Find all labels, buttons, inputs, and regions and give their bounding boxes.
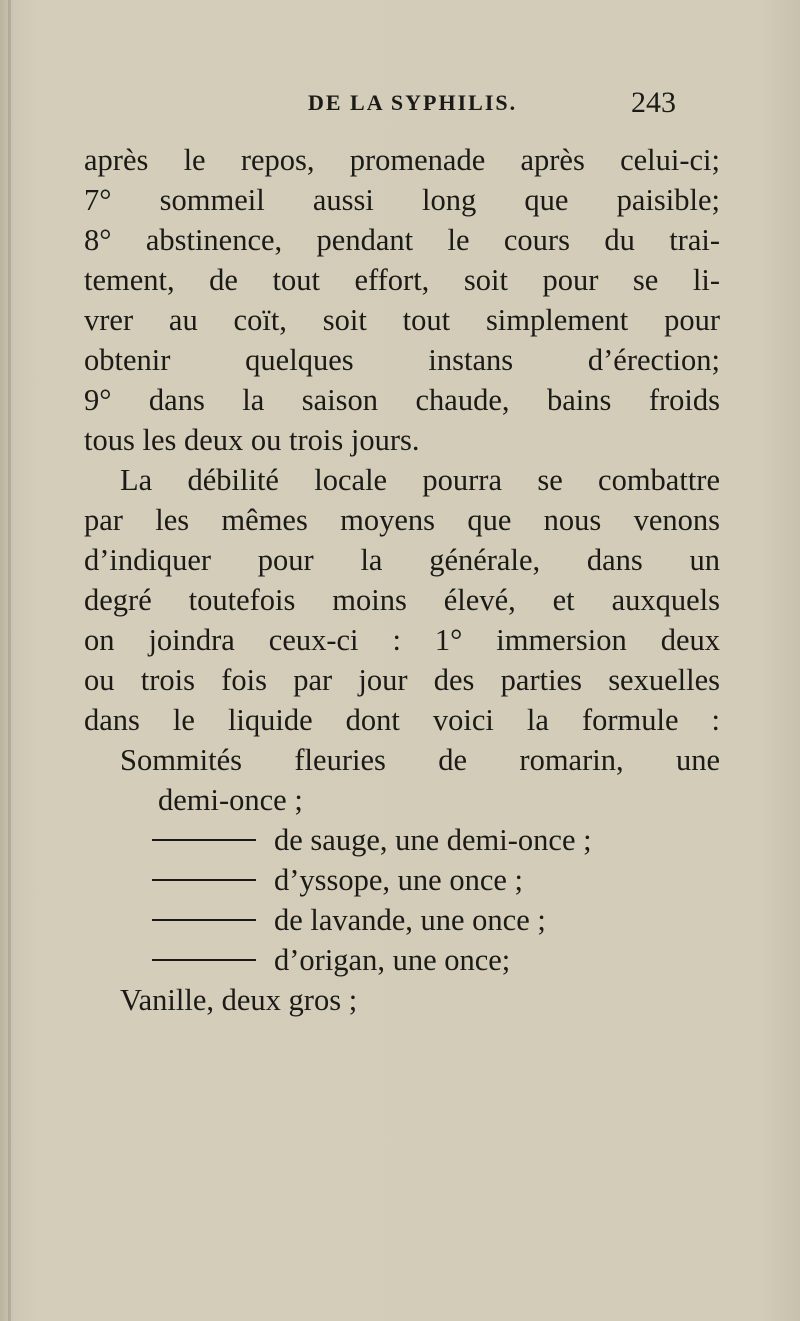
- recipe-item: [152, 820, 592, 860]
- ditto-dash: [152, 959, 256, 961]
- recipe-item-text: d’yssope, une once ;: [274, 863, 524, 897]
- recipe-item: [152, 860, 523, 900]
- page-gutter-shadow: [8, 0, 11, 1321]
- running-title: DE LA SYPHILIS.: [308, 90, 518, 115]
- text-line: 7° sommeil aussi long que paisible;: [84, 183, 720, 217]
- text-line: dans le liquide dont voici la formule :: [84, 703, 720, 737]
- ditto-dash: [152, 919, 256, 921]
- running-head: [0, 86, 800, 126]
- recipe-first-item: Sommités fleuries de romarin, une: [120, 743, 720, 777]
- recipe-item-text: d’origan, une once;: [274, 943, 511, 977]
- recipe-item-text: de sauge, une demi-once ;: [274, 823, 592, 857]
- recipe-last-item: Vanille, deux gros ;: [120, 983, 358, 1017]
- text-line: ou trois fois par jour des parties sexuelles: [84, 663, 720, 697]
- text-line: obtenir quelques instans d’érection;: [84, 343, 720, 377]
- text-line: après le repos, promenade après celui-ci;: [84, 143, 720, 177]
- text-line: 9° dans la saison chaude, bains froids: [84, 383, 720, 417]
- ditto-dash: [152, 879, 256, 881]
- recipe-item-text: de lavande, une once ;: [274, 903, 546, 937]
- text-line: d’indiquer pour la générale, dans un: [84, 543, 720, 577]
- recipe-first-item-continuation: demi-once ;: [158, 783, 303, 817]
- text-line: on joindra ceux-ci : 1° immersion deux: [84, 623, 720, 657]
- text-line: tement, de tout effort, soit pour se li-: [84, 263, 720, 297]
- text-line: 8° abstinence, pendant le cours du trai-: [84, 223, 720, 257]
- text-line: par les mêmes moyens que nous venons: [84, 503, 720, 537]
- paragraph-start-line: La débilité locale pourra se combattre: [120, 463, 720, 497]
- text-line: vrer au coït, soit tout simplement pour: [84, 303, 720, 337]
- text-line: degré toutefois moins élevé, et auxquels: [84, 583, 720, 617]
- ditto-dash: [152, 839, 256, 841]
- recipe-item: [152, 940, 510, 980]
- text-line: tous les deux ou trois jours.: [84, 423, 420, 457]
- recipe-item: [152, 900, 546, 940]
- page-number: 243: [631, 86, 676, 119]
